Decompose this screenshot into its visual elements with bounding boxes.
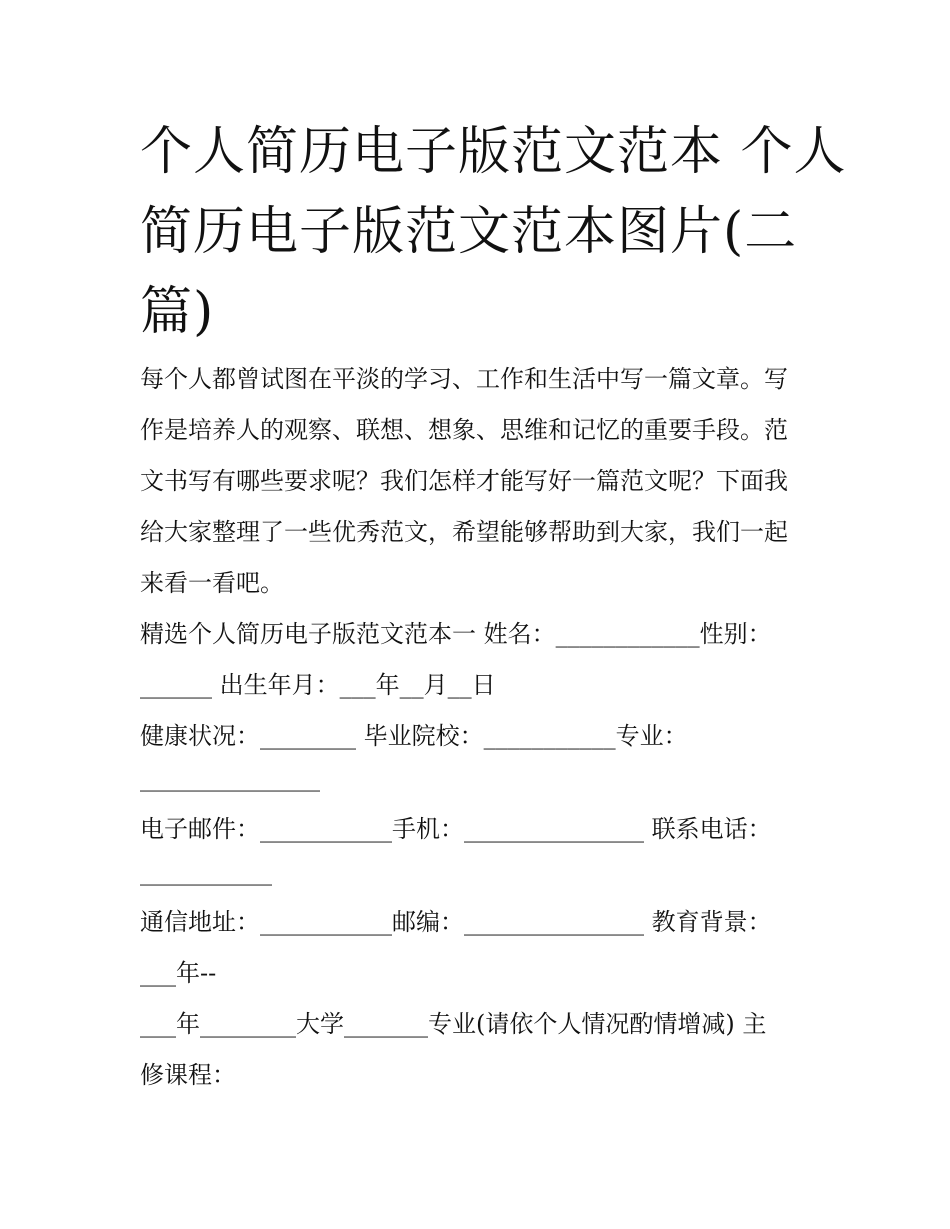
intro-line-1: 每个人都曾试图在平淡的学习、工作和生活中写一篇文章。写	[140, 365, 788, 393]
intro-line-2: 作是培养人的观察、联想、想象、思维和记忆的重要手段。范	[140, 416, 788, 444]
form-line-email-phone: 电子邮件：___________手机：_______________ 联系电话：	[140, 815, 772, 843]
page-title	[140, 112, 847, 352]
form-line-contact-blank: ___________	[140, 858, 272, 886]
title-line-2: 简历电子版范文范本图片(二	[140, 202, 798, 262]
title-line-3: 篇)	[140, 282, 215, 342]
form-line-university-major: ___年________大学_______专业(请依个人情况酌情增减) 主	[140, 1010, 767, 1038]
form-line-address-education: 通信地址：___________邮编：_______________ 教育背景：	[140, 908, 772, 936]
form-line-major-blank: _______________	[140, 764, 320, 792]
intro-line-5: 来看一看吧。	[140, 569, 284, 597]
form-line-courses: 修课程：	[140, 1061, 236, 1089]
intro-line-3: 文书写有哪些要求呢？我们怎样才能写好一篇范文呢？下面我	[140, 467, 788, 495]
form-line-year-start: ___年--	[140, 959, 217, 987]
form-line-health-school: 健康状况：________ 毕业院校：___________专业：	[140, 722, 688, 750]
form-line-name-gender: 精选个人简历电子版范文范本一 姓名：____________性别：	[140, 620, 772, 648]
form-line-birthdate: ______ 出生年月：___年__月__日	[140, 671, 496, 699]
intro-line-4: 给大家整理了一些优秀范文，希望能够帮助到大家，我们一起	[140, 518, 788, 546]
title-line-1: 个人简历电子版范文范本 个人	[140, 122, 847, 182]
